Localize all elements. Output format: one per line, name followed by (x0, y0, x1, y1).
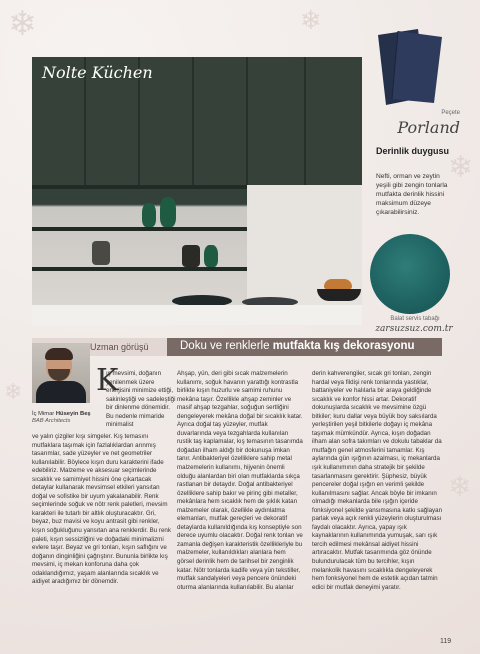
drop-cap: K (96, 363, 119, 398)
dish-brand: zarsuzsuz.com.tr (375, 324, 453, 334)
section-title: Doku ve renklerle mutfakta kış dekorasyonu (180, 340, 415, 352)
dish-image (370, 234, 450, 314)
section-tag: Uzman görüşü (90, 342, 149, 352)
article-column-3: derin kahverengiler, sıcak gri tonları, zengin hardal veya fildişi renk tonlarında yastıklar, battaniyeler ve halılarla bir araya geldiğinde sıcaklık ve konfor hissi artar. Dekoratif dokunuşlarda sıcaklık ve mevsimine özgü bitkiler; kuru dallar veya büyük boy saksılarda yerleştirilen yeşil bitkilerle doğayı iç mekâna taşımak mümkündür. Ayrıca, kışın doğadan ilham alan sofra takımları ve dokulu tabaklar da mutfağın genel atmosferini tamamlar. Kış aylarında gün ışığının azalması, iç mekanlarda ışık kullanımının daha stratejik bir şekilde tasarlanmasını gerektirir. Şüphesiz, büyük pencereler doğal ışığın en verimli şekilde kullanılmasını sağlar. Ancak böyle bir imkanın olmadığı mekanlarda bile ışığın içeride fonksiyonel şekilde yansımasına katkı sağlayan parlak veya açık renkli yüzeylerin oluşturulması faydalı olacaktır. Ayrıca, yapay ışık kaynaklarının kullanımında yumuşak, sarı ışık tercih edilmesi mekânsal aidiyet hissini artıracaktır. Mutfak tasarımında göz önünde bulundurulacak tüm bu tercihler, kışın melankolik havasını sıcaklıkla dengeleyerek hem fonksiyonel hem de estetik açıdan tatmin edici bir mutfak deneyimi yaratır. (312, 370, 443, 591)
section-bar (32, 338, 442, 356)
kitchen-photo (32, 57, 362, 325)
brand-name: Nolte Küchen (42, 63, 153, 82)
sidebar-body: Nefti, orman ve zeytin yeşili gibi zengin tonlarla mutfakta derinlik hissini maksimum düzeye çıkarabilirsiniz. (376, 173, 448, 216)
snowflake-icon: ❄ (8, 4, 37, 44)
author-company: BAB Architects (32, 418, 71, 424)
page-number: 119 (440, 638, 452, 645)
author-photo (32, 343, 90, 403)
product-label: Peçete (441, 110, 460, 116)
article-column-1b: ve yalın çizgiler kışı simgeler. Kış temasını mutfaklara taşımak için fazlalıklardan arınmış tasarımlar, sade yüzeyler ve net geometriler kullanılabilir. Böylece kışın duru karakterini ifade edebiliriz. Malzeme ve aksesuar seçimlerinde sıcaklık ve samimiyet hissini öne çıkartacak detaylar kullanarak mevsimsel etkileri yansıtan doğal ve sofistike bir uyum yakalanabilir. Renk seçimlerinde soğuk ve nötr renk paletleri, mevsim karakteri ile tutarlı bir altlık oluşturacaktır. Gri, beyaz, buz mavisi ve koyu antrasit gibi renkler, kışın soğukluğunu yansıtan ana renklerdir. Bu renk paleti, kışın sessizliğini ve doğadaki minimalizmi evlere taşır. Beyaz ve gri tonları, kışın saflığını ve doğanın dinginliğini çağrıştırır. Bununla birlikte kış mevsimi, iç mekan konforuna daha çok odaklandığımız, yaşam alanlarında sıcaklık ve aidiyet aradığımız bir dönemdir. (32, 433, 171, 586)
snowflake-icon: ❄ (448, 150, 474, 185)
snowflake-icon: ❄ (300, 6, 322, 36)
napkin-image (372, 27, 450, 107)
article-column-2: Ahşap, yün, deri gibi sıcak malzemelerin kullanımı, soğuk havanın yarattığı kontrastla birlikte kışın huzurlu ve samimi ruhunu mekâna taşır. Özellikle ahşap zeminler ve masif ahşap tezgahlar, soğuğun sertliğini dengeleyerek mekâna doğal bir sıcaklık katar. Ayrıca doğal taş yüzeyler, mutfak duvarlarında veya tezgahlarda kullanılan rustik taş kaplamalar, kış temasının tasarımda doğadan ilham aldığı bir dokunuşa imkan tanır. Antibakteriyel özelliklere sahip metal malzemelerin kullanımı, hijyenin önemli olduğu alanlardan biri olan mutfaklarda sıkça rastlanan bir detaydır. Doğal antibakteriyel özelliklere sahip bakır ve pirinç gibi metaller, mekânlara hem sıcaklık hem de şıklık katan malzemeler olarak, özellikle aydınlatma elemanları, mutfak gereçleri ve dekoratif detaylarda kullanıldığında kış konseptiyle son derece uyumlu olacaktır. Doğal renk tonları ve zamanla değişen karakteristik özellikleriyle bu malzemeler, kullanıldıkları alanlara hem görsel derinlik hem de tarihsel bir zenginlik katar. Nötr tonlarda kadife veya yün tekstiller, mutfak sandalyeleri veya pencere önündeki oturma alanlarında kullanılabilir. Bu alanlar (177, 370, 303, 591)
snowflake-icon: ❄ (4, 380, 23, 405)
author-caption: İç Mimar Hüseyin Beş (32, 411, 91, 417)
product-name: Porland (397, 118, 460, 137)
article-column-1a: ış mevsimi, doğanın yenilenmek üzere enerjisini minimize ettiği, sakinleştiği ve sadeleştiği bir dinlenme dönemidir. Bu nedenle mimaride minimalist (106, 370, 176, 429)
sidebar-heading: Derinlik duygusu (376, 146, 450, 156)
snowflake-icon: ❄ (448, 470, 472, 503)
dish-label: Balat servis tabağı (390, 316, 440, 322)
